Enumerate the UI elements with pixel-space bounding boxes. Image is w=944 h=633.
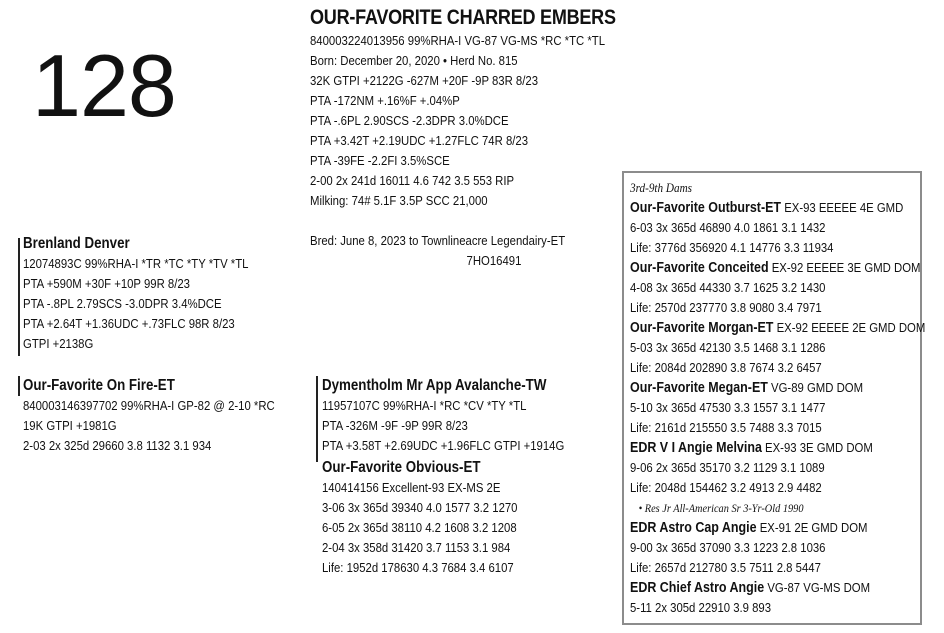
dam-entry-record: 5-10 3x 365d 47530 3.3 1557 3.1 1477 (630, 400, 826, 415)
dam-line: 2-03 2x 325d 29660 3.8 1132 3.1 934 (23, 438, 212, 453)
sire-block (23, 234, 285, 354)
granddam-line: 140414156 Excellent-93 EX-MS 2E (322, 480, 501, 495)
dam-entry-name: Our-Favorite Outburst-ET (630, 200, 782, 216)
sire-name: Brenland Denver (23, 235, 130, 252)
granddam-block (322, 458, 549, 578)
dam-entry-record: 9-00 3x 365d 37090 3.3 1223 2.8 1036 (630, 540, 826, 555)
animal-milking-line: Milking: 74# 5.1F 3.5P SCC 21,000 (310, 193, 488, 208)
dam-entry-life: Life: 2657d 212780 3.5 7511 2.8 5447 (630, 560, 821, 575)
dam-line: 19K GTPI +1981G (23, 418, 117, 433)
dam-sire-block (322, 376, 604, 456)
granddam-name: Our-Favorite Obvious-ET (322, 459, 481, 476)
animal-pta-line: PTA -39FE -2.2FI 3.5%SCE (310, 153, 450, 168)
dam-entry-life: Life: 2161d 215550 3.5 7488 3.3 7015 (630, 420, 822, 435)
dam-entry-class: EX-93 EEEEE 4E GMD (781, 200, 904, 215)
dam-name: Our-Favorite On Fire-ET (23, 377, 175, 394)
animal-pta-line: PTA +3.42T +2.19UDC +1.27FLC 74R 8/23 (310, 133, 529, 148)
granddam-line: 6-05 2x 365d 38110 4.2 1608 3.2 1208 (322, 520, 517, 535)
animal-block (310, 6, 666, 211)
animal-name: OUR-FAVORITE CHARRED EMBERS (310, 6, 616, 29)
dam-entry (630, 258, 925, 278)
dam-entry-class: VG-89 GMD DOM (767, 380, 864, 395)
bred-block (310, 231, 607, 271)
sire-line: PTA -.8PL 2.79SCS -3.0DPR 3.4%DCE (23, 296, 222, 311)
dam-entry-name: EDR Chief Astro Angie (630, 580, 765, 596)
animal-record-line: 2-00 2x 241d 16011 4.6 742 3.5 553 RIP (310, 173, 515, 188)
pedigree-bracket-dam (18, 376, 20, 396)
dam-entry (630, 318, 925, 338)
dam-block (23, 376, 316, 456)
dam-entry-class: EX-92 EEEEE 2E GMD DOM (773, 320, 926, 335)
bred-code: 7HO16491 (466, 253, 522, 268)
dam-sire-line: 11957107C 99%RHA-I *RC *CV *TY *TL (322, 398, 527, 413)
sire-line: PTA +590M +30F +10P 99R 8/23 (23, 276, 190, 291)
dam-sire-line: PTA +3.58T +2.69UDC +1.96FLC GTPI +1914G (322, 438, 565, 453)
dam-entry-name: Our-Favorite Conceited (630, 260, 769, 276)
dam-entry (630, 438, 925, 458)
dam-entry (630, 378, 925, 398)
dam-entry-name: EDR V I Angie Melvina (630, 440, 762, 456)
granddam-line: 2-04 3x 358d 31420 3.7 1153 3.1 984 (322, 540, 511, 555)
dam-entry-record: 5-11 2x 305d 22910 3.9 893 (630, 600, 772, 615)
dam-entry-note: • Res Jr All-American Sr 3-Yr-Old 1990 (638, 501, 804, 515)
dam-entry (630, 198, 925, 218)
dam-entry-name: Our-Favorite Megan-ET (630, 380, 768, 396)
dam-entry-record: 5-03 3x 365d 42130 3.5 1468 3.1 1286 (630, 340, 826, 355)
dam-entry-class: EX-92 EEEEE 3E GMD DOM (768, 260, 921, 275)
dams-heading: 3rd-9th Dams (630, 180, 693, 195)
pedigree-bracket-sire (18, 238, 20, 356)
dam-sire-line: PTA -326M -9F -9P 99R 8/23 (322, 418, 468, 433)
dam-entry-record: 9-06 2x 365d 35170 3.2 1129 3.1 1089 (630, 460, 825, 475)
animal-pta-line: PTA -.6PL 2.90SCS -2.3DPR 3.0%DCE (310, 113, 509, 128)
sire-line: GTPI +2138G (23, 336, 94, 351)
lot-number: 128 (32, 36, 176, 135)
animal-born-line: Born: December 20, 2020 • Herd No. 815 (310, 53, 518, 68)
dam-entry-life: Life: 3776d 356920 4.1 14776 3.3 11934 (630, 240, 834, 255)
dam-line: 840003146397702 99%RHA-I GP-82 @ 2-10 *RC (23, 398, 275, 413)
dam-entry-class: VG-87 VG-MS DOM (764, 580, 871, 595)
dam-sire-name: Dymentholm Mr App Avalanche-TW (322, 377, 547, 394)
dam-entry-life: Life: 2084d 202890 3.8 7674 3.2 6457 (630, 360, 822, 375)
sire-line: PTA +2.64T +1.36UDC +.73FLC 98R 8/23 (23, 316, 235, 331)
sire-line: 12074893C 99%RHA-I *TR *TC *TY *TV *TL (23, 256, 249, 271)
animal-pta-line: PTA -172NM +.16%F +.04%P (310, 93, 460, 108)
dam-entry-class: EX-91 2E GMD DOM (756, 520, 868, 535)
dam-entry (630, 518, 925, 538)
pedigree-bracket-damsire (316, 376, 318, 462)
bred-line: Bred: June 8, 2023 to Townlineacre Legendairy-ET (310, 233, 566, 248)
dam-entry-name: Our-Favorite Morgan-ET (630, 320, 774, 336)
granddam-line: 3-06 3x 365d 39340 4.0 1577 3.2 1270 (322, 500, 518, 515)
dam-entry-record: 4-08 3x 365d 44330 3.7 1625 3.2 1430 (630, 280, 826, 295)
dam-entry-life: Life: 2048d 154462 3.2 4913 2.9 4482 (630, 480, 822, 495)
dam-entry (630, 578, 925, 598)
animal-gtpi-line: 32K GTPI +2122G -627M +20F -9P 83R 8/23 (310, 73, 539, 88)
dam-entry-class: EX-93 3E GMD DOM (761, 440, 873, 455)
granddam-line: Life: 1952d 178630 4.3 7684 3.4 6107 (322, 560, 514, 575)
dam-entry-life: Life: 2570d 237770 3.8 9080 3.4 7971 (630, 300, 822, 315)
dams-list (630, 178, 944, 618)
dam-entry-name: EDR Astro Cap Angie (630, 520, 757, 536)
dam-entry-record: 6-03 3x 365d 46890 4.0 1861 3.1 1432 (630, 220, 826, 235)
animal-id-line: 840003224013956 99%RHA-I VG-87 VG-MS *RC *TC *TL (310, 33, 606, 48)
